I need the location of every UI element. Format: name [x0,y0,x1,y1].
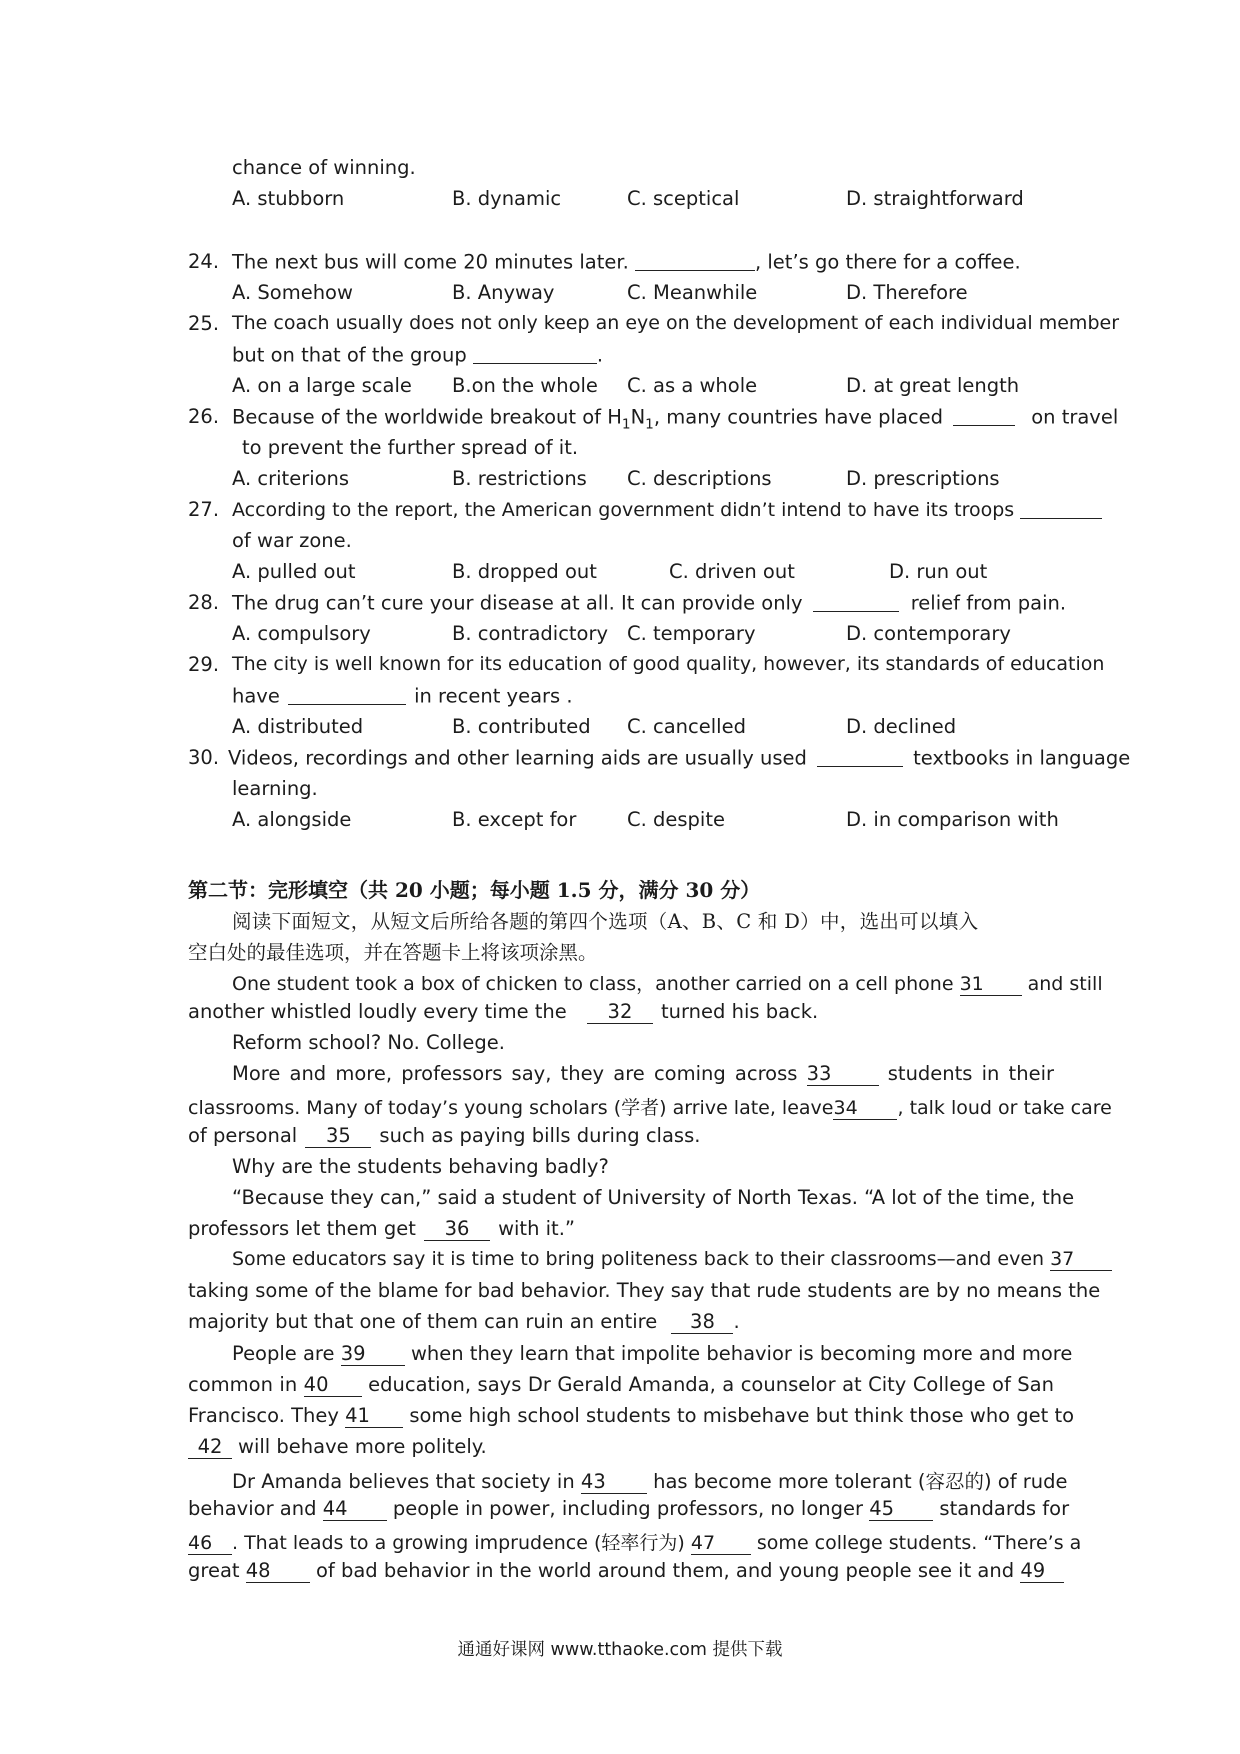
q26-option-a: A. criterions [232,467,350,490]
passage-line-6: of personal 35 such as paying bills during class. [188,1124,701,1147]
q24-option-d: D. Therefore [846,281,968,304]
q27-option-a: A. pulled out [232,560,356,583]
cloze-blank-32: 32 [587,1002,653,1024]
cloze-blank-37: 37 [1050,1250,1112,1271]
q25-option-a: A. on a large scale [232,374,412,397]
q28-blank [813,591,899,612]
section2-instruction-line1: 阅读下面短文，从短文后所给各题的第四个选项（A、B、C 和 D）中，选出可以填入 [232,910,979,933]
q30-stem-line2: learning. [232,777,318,800]
q26-option-b: B. restrictions [452,467,587,490]
q29-blank [288,684,406,705]
q30-stem-line1: Videos, recordings and other learning aids are usually used textbooks in language [228,746,1131,770]
passage-line-20: great 48 of bad behavior in the world around them, and young people see it and 49 [188,1559,1054,1583]
cloze-blank-36: 36 [424,1219,490,1241]
cloze-blank-40: 40 [304,1375,362,1397]
q24-blank [635,250,755,271]
q27-number: 27. [188,498,220,521]
q23-option-b: B. dynamic [452,187,562,210]
cloze-blank-45: 45 [869,1499,933,1521]
q29-option-d: D. declined [846,715,957,738]
q26-option-d: D. prescriptions [846,467,1000,490]
q23-option-a: A. stubborn [232,187,345,210]
q26-stem-line2: to prevent the further spread of it. [242,436,579,459]
q28-option-b: B. contradictory [452,622,609,645]
q27-blank [1020,498,1102,519]
passage-line-2: another whistled loudly every time the 32 turned his back. [188,1000,819,1023]
passage-line-15: Francisco. They 41 some high school students to misbehave but think those who get to [188,1404,1075,1427]
cloze-blank-48: 48 [246,1561,310,1583]
q26-number: 26. [188,405,220,428]
q27-stem-line1: According to the report, the American government didn’t intend to have its troops [232,498,1102,521]
q28-option-a: A. compulsory [232,622,371,645]
passage-line-1: One student took a box of chicken to class，another carried on a cell phone 31 and still [232,973,1103,995]
q30-option-d: D. in comparison with [846,808,1059,831]
section2-instruction-line2: 空白处的最佳选项，并在答题卡上将该项涂黑。 [188,941,598,964]
cloze-blank-33: 33 [807,1064,879,1086]
q23-option-c: C. sceptical [627,187,740,210]
cloze-blank-34: 34 [833,1099,897,1120]
q30-option-c: C. despite [627,808,725,831]
q23-stem-tail: chance of winning. [232,156,416,179]
passage-line-16: 42 will behave more politely. [188,1435,487,1459]
q29-number: 29. [188,653,220,676]
cloze-blank-41: 41 [345,1406,403,1428]
q25-option-d: D. at great length [846,374,1020,397]
q27-stem-line2: of war zone. [232,529,352,552]
cloze-blank-43: 43 [581,1472,647,1494]
passage-line-9: professors let them get 36 with it.” [188,1217,575,1240]
q27-option-d: D. run out [889,560,988,583]
passage-line-11: taking some of the blame for bad behavior. They say that rude students are by no means the [188,1279,1101,1302]
passage-line-12: majority but that one of them can ruin an entire 38 . [188,1310,740,1333]
passage-line-19: 46 . That leads to a growing imprudence (轻率行为) 47 some college students. “There’s a [188,1532,1082,1554]
q28-stem: The drug can’t cure your disease at all. It can provide only relief from pain. [232,591,1067,615]
cloze-blank-49: 49 [1020,1561,1064,1583]
passage-line-18: behavior and 44 people in power, including professors, no longer 45 standards for [188,1497,1070,1520]
cloze-blank-47: 47 [691,1534,751,1555]
q30-blank [817,746,903,767]
passage-line-3: Reform school? No. College. [232,1031,505,1054]
page-footer: 通通好课网 www.tthaoke.com 提供下载 [457,1640,783,1660]
q27-option-b: B. dropped out [452,560,597,583]
cloze-blank-46: 46 [188,1534,232,1555]
q29-option-b: B. contributed [452,715,591,738]
q26-option-c: C. descriptions [627,467,772,490]
q28-number: 28. [188,591,220,614]
cloze-blank-38: 38 [671,1312,733,1334]
q24-stem: The next bus will come 20 minutes later. , let’s go there for a coffee. [232,250,1021,274]
q26-stem-line1: Because of the worldwide breakout of $H_1N_1$, many countries have placed on travel [232,405,1119,433]
passage-line-10: Some educators say it is time to bring politeness back to their classrooms—and even 37 [232,1248,1054,1271]
q30-option-b: B. except for [452,808,577,831]
cloze-blank-42: 42 [188,1437,232,1459]
passage-line-17: Dr Amanda believes that society in 43 has become more tolerant (容忍的) of rude [232,1470,1068,1493]
q30-number: 30. [188,746,220,769]
q26-blank [953,405,1015,426]
q30-option-a: A. alongside [232,808,352,831]
q29-stem-line2: have in recent years . [232,684,573,708]
passage-line-7: Why are the students behaving badly? [232,1155,609,1178]
q23-option-d: D. straightforward [846,187,1024,210]
q25-number: 25. [188,312,220,335]
q25-stem-line2: but on that of the group . [232,343,604,367]
q25-option-c: C. as a whole [627,374,758,397]
q28-option-d: D. contemporary [846,622,1011,645]
passage-line-4: More and more, professors say, they are coming across 33 students in their [232,1062,1054,1085]
cloze-blank-35: 35 [305,1126,371,1148]
passage-line-8: “Because they can,” said a student of University of North Texas. “A lot of the time, the [232,1186,1075,1209]
q29-option-c: C. cancelled [627,715,746,738]
passage-line-5: classrooms. Many of today’s young scholars (学者) arrive late, leave34 , talk loud or take care [188,1097,1112,1119]
section2-heading: 第二节：完形填空（共 20 小题；每小题 1.5 分，满分 30 分） [188,878,761,902]
q25-option-b: B.on the whole [452,374,598,397]
q24-option-c: C. Meanwhile [627,281,758,304]
q25-blank [473,343,597,364]
passage-line-14: common in 40 education, says Dr Gerald Amanda, a counselor at City College of San [188,1373,1054,1396]
cloze-blank-44: 44 [323,1499,387,1521]
cloze-blank-31: 31 [960,975,1022,996]
q24-option-a: A. Somehow [232,281,353,304]
q24-number: 24. [188,250,220,273]
q29-stem-line1: The city is well known for its education of good quality, however, its standards of education [232,653,1105,675]
q24-option-b: B. Anyway [452,281,555,304]
q28-option-c: C. temporary [627,622,756,645]
q27-option-c: C. driven out [669,560,795,583]
passage-line-13: People are 39 when they learn that impolite behavior is becoming more and more [232,1342,1073,1365]
cloze-blank-39: 39 [341,1344,405,1366]
q25-stem-line1: The coach usually does not only keep an eye on the development of each individual member [232,312,1120,334]
q29-option-a: A. distributed [232,715,364,738]
